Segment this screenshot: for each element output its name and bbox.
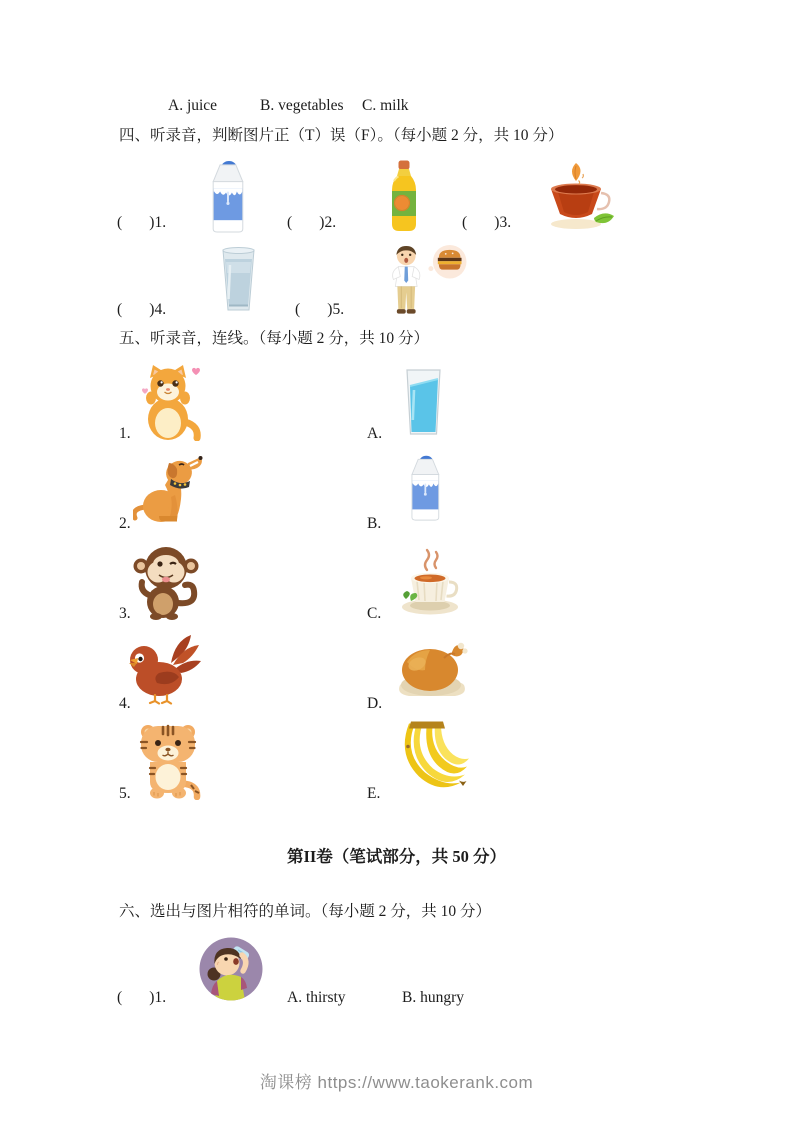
tea-cup-saucer-icon: [396, 548, 464, 616]
match-left-3-num: 3.: [119, 605, 131, 622]
girl-drinking-icon: [199, 937, 263, 1001]
match-left-1-num: 1.: [119, 425, 131, 442]
water-glass-icon: [220, 247, 257, 313]
bananas-icon: [401, 720, 473, 795]
match-left-2-num: 2.: [119, 515, 131, 532]
match-right-C-letter: C.: [367, 605, 382, 622]
juice-bottle-icon: [387, 160, 421, 233]
match-right-D-letter: D.: [367, 695, 383, 712]
hungry-boy-hamburger-icon: [377, 241, 472, 320]
section4-q3-blank: ( )3.: [462, 214, 512, 231]
match-right-B-letter: B.: [367, 515, 382, 532]
cat-icon: [137, 362, 203, 441]
milk-carton-icon: [403, 450, 445, 525]
section4-q4-blank: ( )4.: [117, 301, 167, 318]
milk-carton-icon: [203, 159, 250, 233]
section4-q5-blank: ( )5.: [295, 301, 345, 318]
section4-q1-blank: ( )1.: [117, 214, 167, 231]
match-left-5-num: 5.: [119, 785, 131, 802]
section6-heading: 六、选出与图片相符的单词。（每小题 2 分，共 10 分）: [119, 903, 492, 920]
q3-option-a: A. juice: [168, 97, 218, 114]
match-left-4-num: 4.: [119, 695, 131, 712]
tiger-icon: [136, 722, 202, 800]
section5-heading: 五、听录音，连线。（每小题 2 分，共 10 分）: [119, 330, 430, 347]
q3-option-c: C. milk: [362, 97, 409, 114]
section4-heading: 四、听录音，判断图片正（T）误（F）。（每小题 2 分，共 10 分）: [119, 127, 564, 144]
dog-icon: [133, 455, 207, 525]
monkey-icon: [132, 543, 202, 620]
part2-heading: 第II卷（笔试部分，共 50 分）: [286, 847, 507, 866]
match-right-A-letter: A.: [367, 425, 383, 442]
section6-q1-blank: ( )1.: [117, 989, 167, 1006]
q3-option-b: B. vegetables: [260, 97, 344, 114]
footer-watermark: 淘课榜 https://www.taokerank.com: [259, 1073, 534, 1092]
section4-q2-blank: ( )2.: [287, 214, 337, 231]
q1-option-a: A. thirsty: [287, 989, 346, 1006]
red-tea-cup-icon: [538, 162, 618, 232]
q1-option-b: B. hungry: [402, 989, 464, 1006]
roast-chicken-icon: [395, 638, 469, 704]
bird-icon: [129, 633, 202, 705]
blue-water-glass-icon: [404, 368, 443, 437]
match-right-E-letter: E.: [367, 785, 381, 802]
